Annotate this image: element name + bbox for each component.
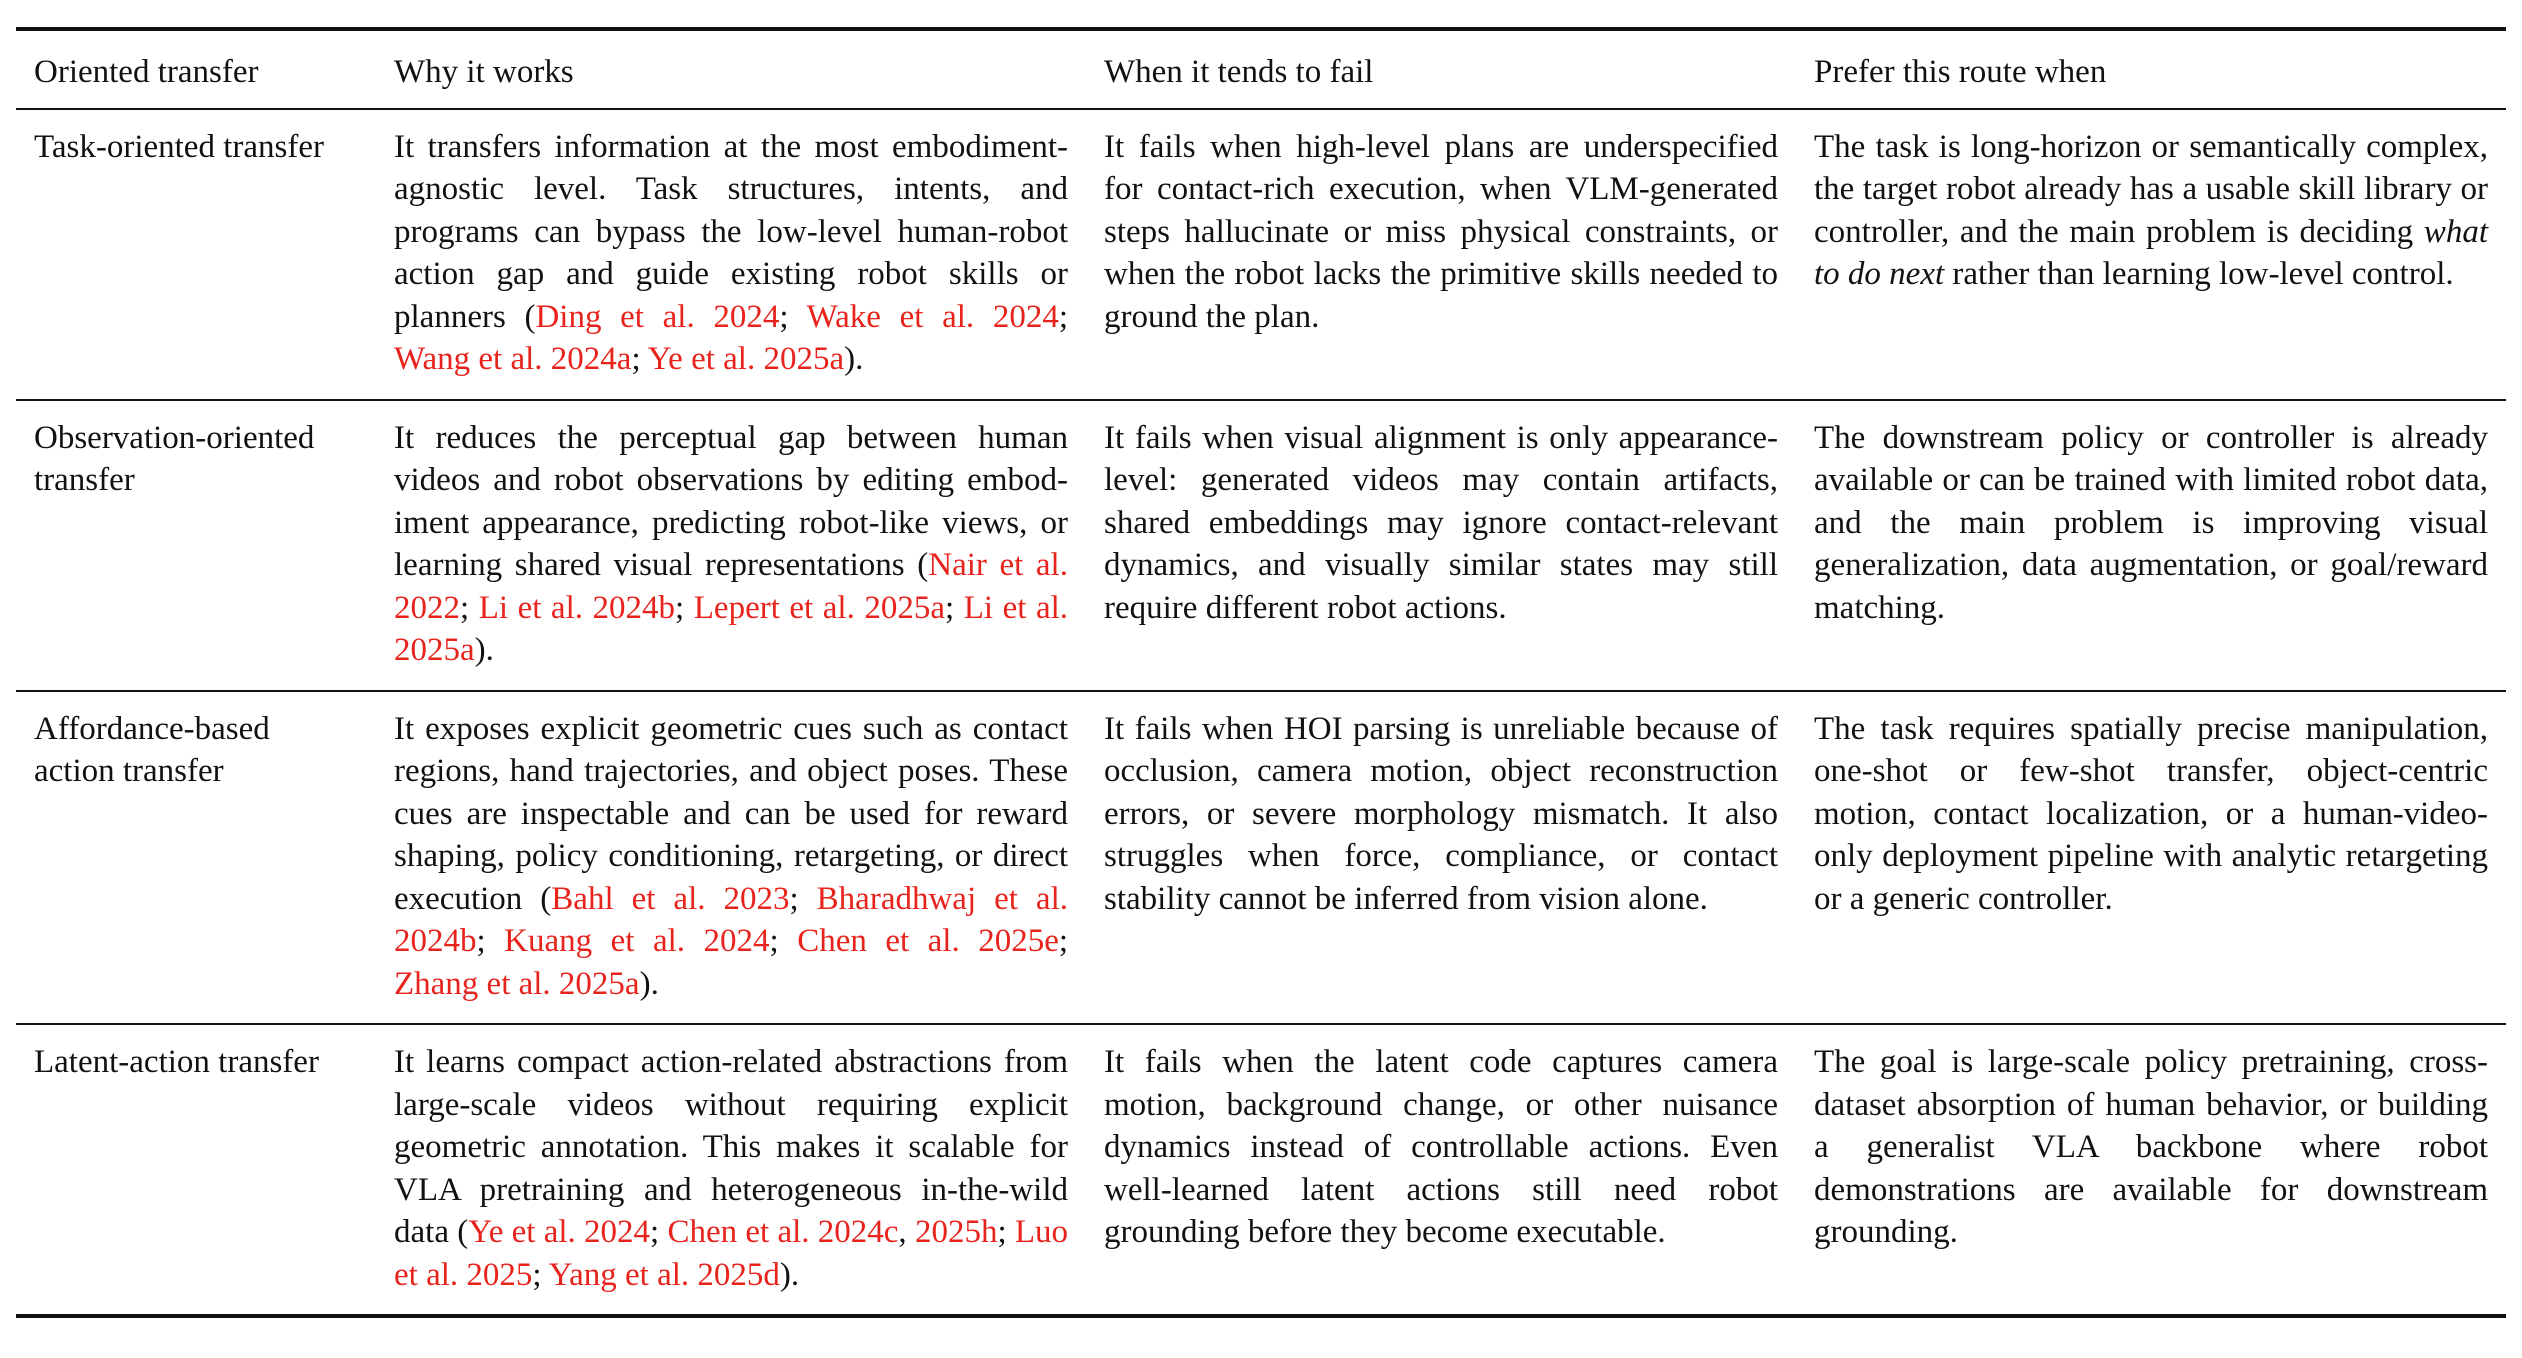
cell-text: rather than learning low-level control. bbox=[1944, 256, 2454, 292]
cell-text: The downstream policy or controller is already available or can be trained with limited robot data, and the main problem is improving visual generalization, data augmentation, or goal/reward matching. bbox=[1814, 419, 2488, 626]
cell-text: ). bbox=[779, 1256, 800, 1293]
citation-link[interactable]: Wake et al. 2024 bbox=[806, 298, 1059, 335]
fail-cell bbox=[1086, 691, 1796, 1025]
table-row bbox=[16, 109, 2506, 400]
prefer-cell bbox=[1796, 1024, 2506, 1316]
cell-text: The goal is large-scale policy pretraining, cross-dataset absorption of human behavior, or building a generalist VLA backbone where robot demonstrations are available for downstream grounding. bbox=[1814, 1044, 2488, 1250]
citation-link[interactable]: Li et al. 2025a bbox=[394, 589, 1069, 668]
citation-link[interactable]: Chen et al. 2024c bbox=[667, 1214, 899, 1250]
cell-text: ; bbox=[532, 1256, 549, 1293]
why-cell bbox=[376, 400, 1086, 691]
prefer-cell bbox=[1796, 691, 2506, 1025]
citation-link[interactable]: 2025h bbox=[914, 1214, 998, 1250]
citation-link[interactable]: Ye et al. 2025a bbox=[647, 341, 845, 377]
cell-text: ; bbox=[1058, 923, 1069, 959]
why-cell bbox=[376, 109, 1086, 400]
cell-text: It fails when visual alignment is only appearance-level: generated videos may contain artifacts, shared embeddings may ignore contact-relevant dynamics, and visually similar states may still require different robot actions. bbox=[1104, 419, 1778, 626]
citation-link[interactable]: Wang et al. 2024a bbox=[394, 341, 632, 377]
citation-link[interactable]: Luo et al. 2025 bbox=[394, 1214, 1069, 1293]
transfer-comparison-table bbox=[16, 27, 2506, 1318]
citation-link[interactable]: Ding et al. 2024 bbox=[535, 298, 780, 335]
why-cell bbox=[376, 1024, 1086, 1316]
row-label: Task-oriented transfer bbox=[34, 128, 324, 165]
cell-text: ). bbox=[844, 341, 864, 377]
row-label: Observation-oriented transfer bbox=[34, 419, 315, 498]
cell-text: ; bbox=[945, 589, 964, 626]
cell-text: ; bbox=[1058, 298, 1068, 335]
cell-text: It reduces the perceptual gap between human videos and robot observations by editing embodiment appearance, predicting robot-like views, or learning shared visual representations ( bbox=[394, 419, 1068, 583]
cell-text: ; bbox=[789, 880, 817, 917]
citation-link[interactable]: Zhang et al. 2025a bbox=[394, 965, 640, 1002]
citation-link[interactable]: Kuang et al. 2024 bbox=[504, 923, 770, 959]
citation-link[interactable]: Nair et al. 2022 bbox=[394, 547, 1068, 626]
citation-link[interactable]: Bahl et al. 2023 bbox=[551, 880, 790, 917]
transfer-comparison-table-wrap bbox=[16, 27, 2506, 1318]
table-body bbox=[16, 109, 2506, 1317]
fail-cell bbox=[1086, 400, 1796, 691]
cell-text: ). bbox=[639, 965, 659, 1002]
cell-text: ). bbox=[474, 632, 494, 668]
fail-cell bbox=[1086, 109, 1796, 400]
header-when-it-fails: When it tends to fail bbox=[1104, 54, 1374, 90]
row-label: Affordance-based action transfer bbox=[34, 710, 270, 789]
header-prefer-route: Prefer this route when bbox=[1814, 54, 2107, 90]
cell-text: ; bbox=[675, 589, 694, 626]
cell-text: ; bbox=[650, 1214, 668, 1250]
cell-text: It fails when high-level plans are underspecified for contact-rich execution, when VLM-generated steps hallucinate or miss physical constraints, or when the robot lacks the primitive skills needed to ground the plan. bbox=[1104, 128, 1778, 335]
cell-text: It fails when the latent code captures camera motion, background change, or other nuisance dynamics instead of controllable actions. Even well-learned latent actions still need robot grounding before they become executable. bbox=[1104, 1044, 1778, 1250]
cell-text: ; bbox=[769, 923, 798, 959]
citation-link[interactable]: Chen et al. 2025e bbox=[797, 923, 1059, 959]
citation-link[interactable]: Li et al. 2024b bbox=[478, 589, 676, 626]
cell-text: The task is long-horizon or semantically complex, the target robot already has a usable skill library or controller, and the main problem is deciding bbox=[1814, 128, 2488, 250]
row-label: Latent-action transfer bbox=[34, 1044, 319, 1080]
cell-text: It learns compact action-related abstractions from large-scale videos without requiring explicit geometric annotation. This makes it scalable for VLA pretraining and heterogeneous in-the-wild data ( bbox=[394, 1044, 1068, 1250]
citation-link[interactable]: Bharadhwaj et al. 2024b bbox=[394, 880, 1068, 959]
header-why-it-works: Why it works bbox=[394, 54, 574, 90]
prefer-cell bbox=[1796, 400, 2506, 691]
cell-text: ; bbox=[631, 341, 648, 377]
cell-text: , bbox=[898, 1214, 915, 1250]
cell-text: ; bbox=[779, 298, 807, 335]
table-row bbox=[16, 1024, 2506, 1316]
emphasis-text: what to do next bbox=[1814, 213, 2488, 292]
table-row bbox=[16, 691, 2506, 1025]
cell-text: The task requires spatially precise manipulation, one-shot or few-shot transfer, object-centric motion, contact localization, or a human-video-only deployment pipeline with analytic retargeting or a generic controller. bbox=[1814, 710, 2488, 917]
cell-text: It exposes explicit geometric cues such as contact regions, hand trajectories, and object poses. These cues are inspectable and can be used for reward shaping, policy conditioning, retargeting, or direct execution ( bbox=[394, 710, 1068, 917]
header-oriented-transfer: Oriented transfer bbox=[34, 54, 259, 90]
prefer-cell bbox=[1796, 109, 2506, 400]
citation-link[interactable]: Yang et al. 2025d bbox=[548, 1256, 780, 1293]
cell-text: It fails when HOI parsing is unreliable because of occlusion, camera motion, object reconstruction errors, or severe morphology mismatch. It also struggles when force, compliance, or contact stability cannot be inferred from vision alone. bbox=[1104, 710, 1778, 917]
cell-text: ; bbox=[460, 589, 479, 626]
cell-text: ; bbox=[997, 1214, 1015, 1250]
why-cell bbox=[376, 691, 1086, 1025]
citation-link[interactable]: Lepert et al. 2025a bbox=[693, 589, 946, 626]
table-header-row bbox=[16, 29, 2506, 109]
cell-text: ; bbox=[476, 923, 505, 959]
cell-text: It transfers information at the most embodiment-agnostic level. Task structures, intents, and programs can bypass the low-level human-robot action gap and guide existing robot skills or planners ( bbox=[394, 128, 1068, 335]
table-row bbox=[16, 400, 2506, 691]
citation-link[interactable]: Ye et al. 2024 bbox=[468, 1214, 651, 1250]
fail-cell bbox=[1086, 1024, 1796, 1316]
